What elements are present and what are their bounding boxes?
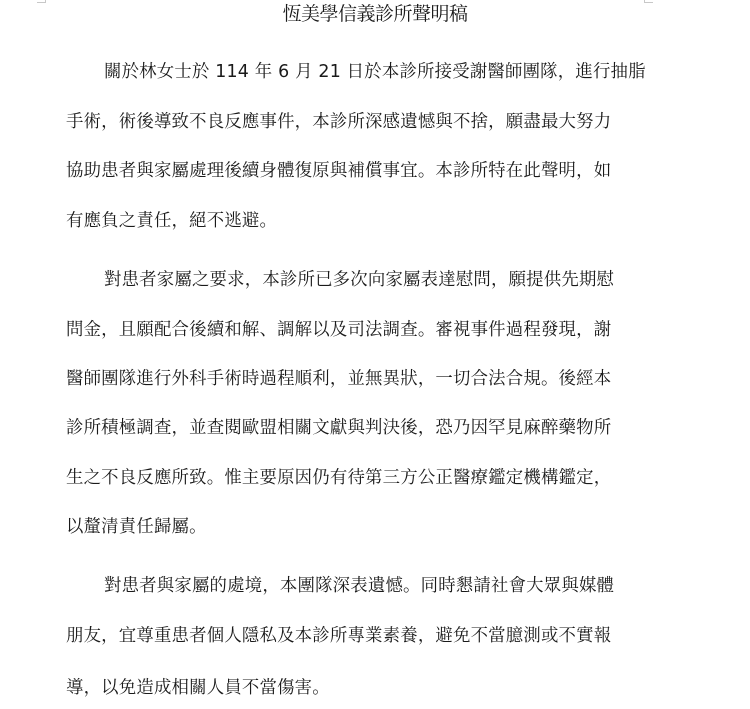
paragraph-line: 朋友，宜尊重患者個人隱私及本診所專業素養，避免不當臆測或不實報 [66, 626, 612, 646]
paragraph-line: 診所積極調查，並查閱歐盟相關文獻與判決後，恐乃因罕見麻醉藥物所 [66, 418, 612, 438]
paragraph-line: 生之不良反應所致。惟主要原因仍有待第三方公正醫療鑑定機構鑑定， [66, 468, 612, 488]
document-title: 恆美學信義診所聲明稿 [282, 3, 468, 25]
paragraph-line: 有應負之責任，絕不逃避。 [66, 211, 278, 231]
paragraph-line: 關於林女士於 114 年 6 月 21 日於本診所接受謝醫師團隊，進行抽脂 [104, 62, 646, 82]
paragraph-line: 問金，且願配合後續和解、調解以及司法調查。審視事件過程發現，謝 [66, 320, 612, 340]
paragraph-line: 對患者家屬之要求，本診所已多次向家屬表達慰問，願提供先期慰 [104, 270, 615, 290]
paragraph-line: 對患者與家屬的處境，本團隊深表遺憾。同時懇請社會大眾與媒體 [104, 576, 615, 596]
paragraph-line: 以釐清責任歸屬。 [66, 517, 207, 537]
paragraph-line: 導，以免造成相關人員不當傷害。 [66, 678, 330, 698]
paragraph-line: 手術，術後導致不良反應事件，本診所深感遺憾與不捨，願盡最大努力 [66, 112, 612, 132]
paragraph-line: 醫師團隊進行外科手術時過程順利，並無異狀，一切合法合規。後經本 [66, 369, 612, 389]
paragraph-line: 協助患者與家屬處理後續身體復原與補償事宜。本診所特在此聲明，如 [66, 161, 612, 181]
